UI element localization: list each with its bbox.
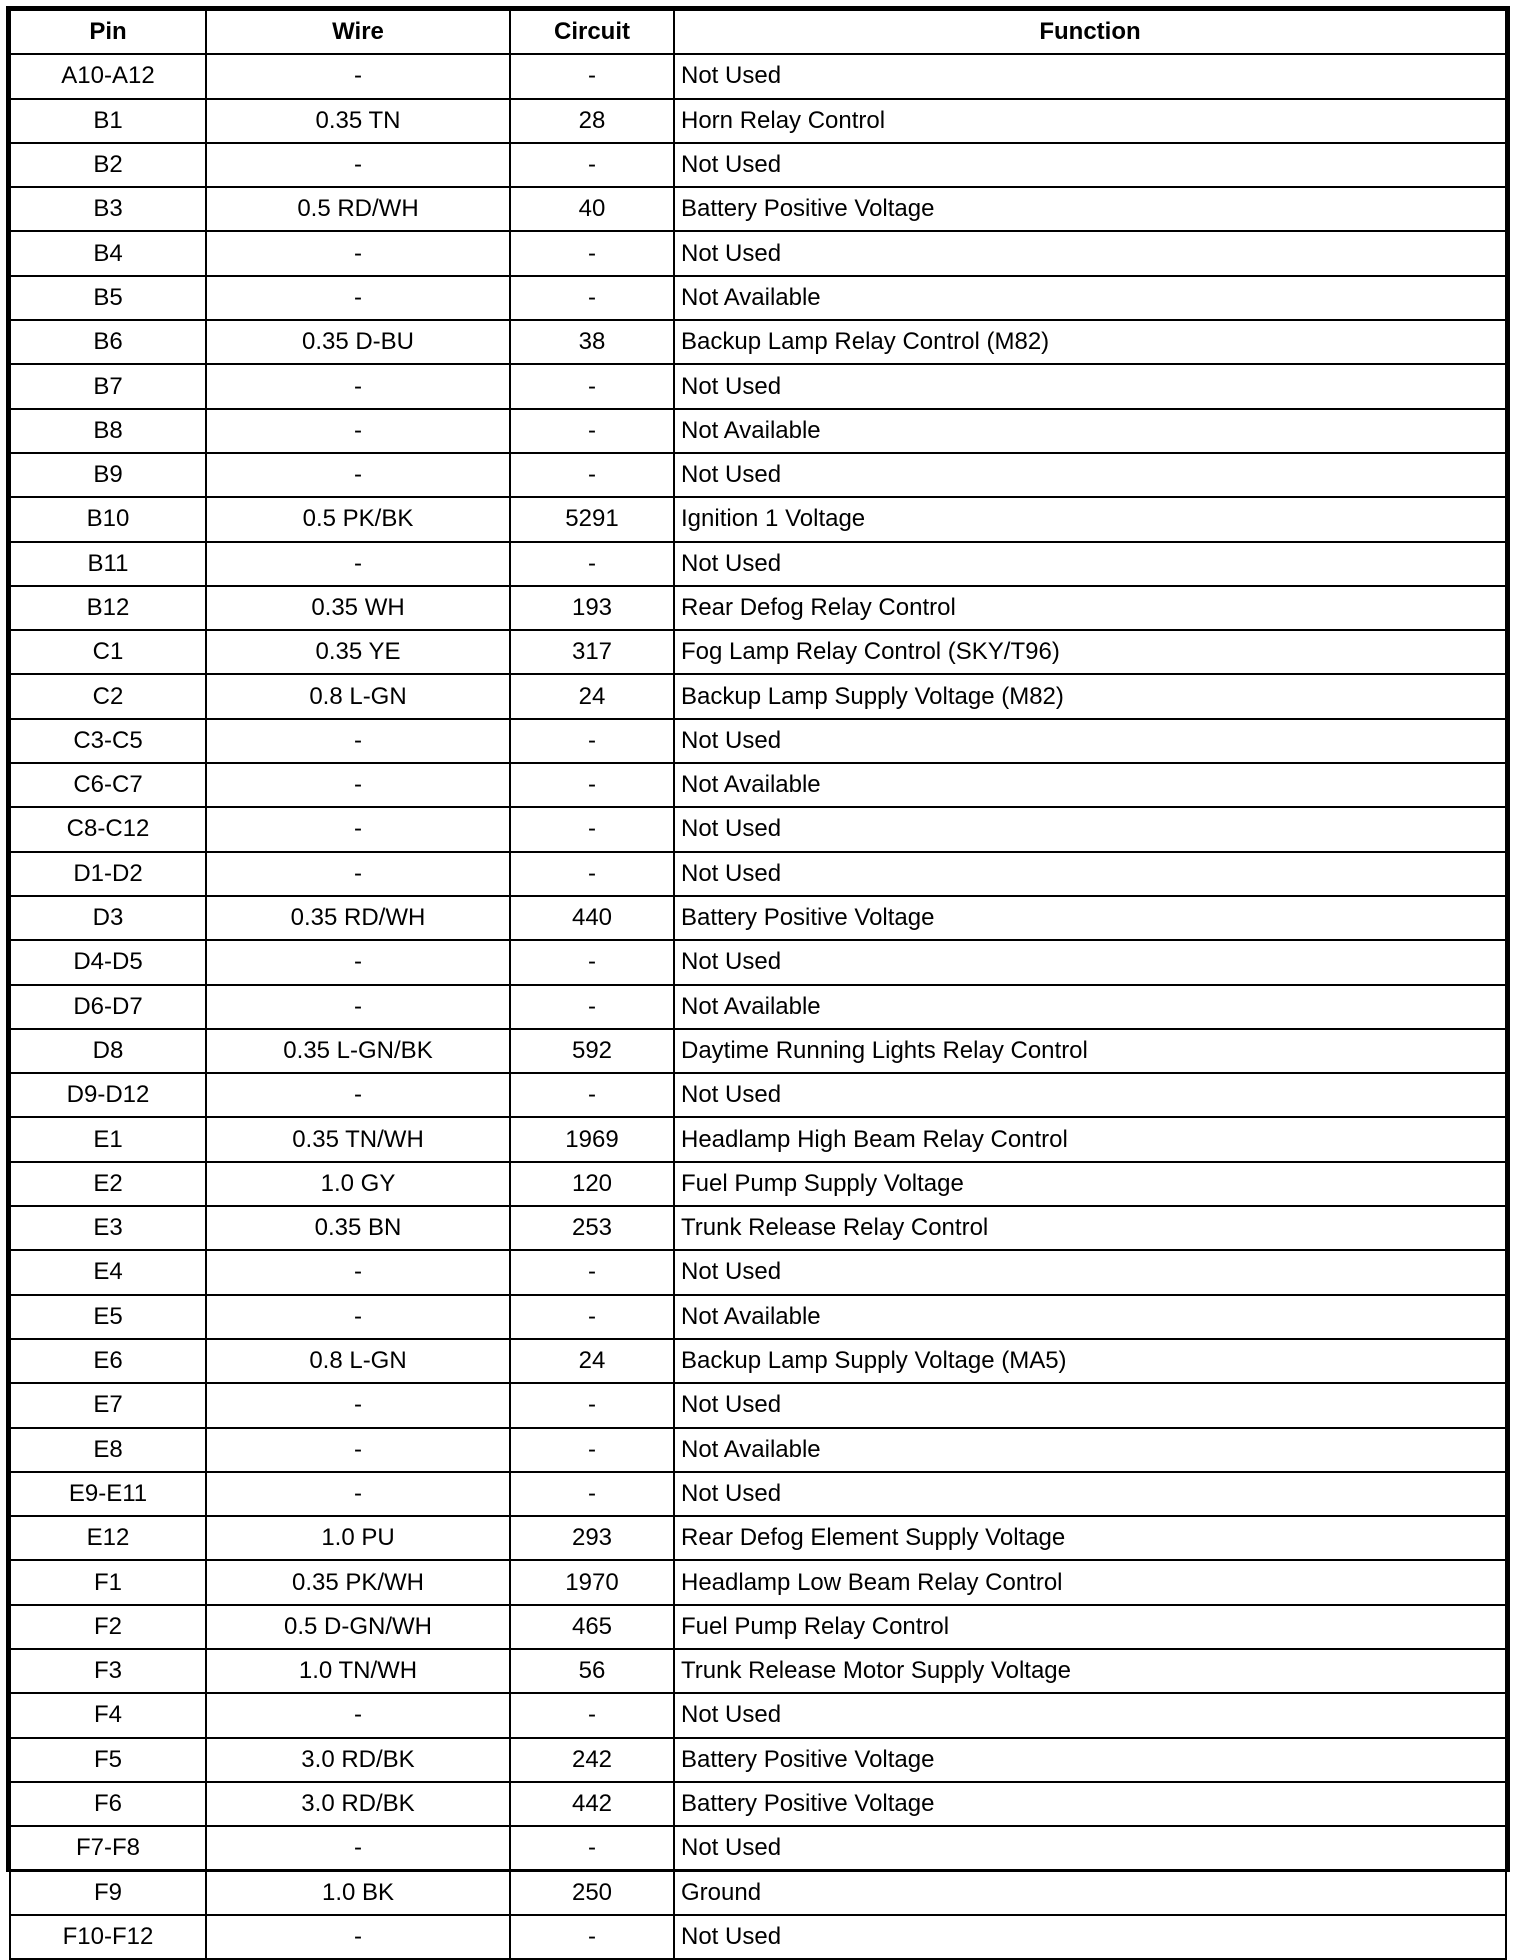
cell-function: Ground (674, 1870, 1506, 1914)
connector-pinout-table-frame (6, 6, 1510, 1950)
cell-wire: - (206, 763, 510, 807)
cell-pin: C6-C7 (10, 763, 206, 807)
cell-circuit: - (510, 1915, 674, 1959)
table-row (10, 586, 1506, 630)
cell-function: Headlamp High Beam Relay Control (674, 1117, 1506, 1161)
cell-pin: E9-E11 (10, 1472, 206, 1516)
cell-pin: F1 (10, 1560, 206, 1604)
table-row (10, 1117, 1506, 1161)
cell-function: Rear Defog Element Supply Voltage (674, 1516, 1506, 1560)
cell-function: Battery Positive Voltage (674, 1782, 1506, 1826)
cell-circuit: 24 (510, 674, 674, 718)
cell-wire: - (206, 807, 510, 851)
cell-wire: - (206, 542, 510, 586)
cell-circuit: - (510, 719, 674, 763)
header-pin: Pin (10, 10, 206, 54)
cell-wire: 0.5 RD/WH (206, 187, 510, 231)
cell-wire: 1.0 BK (206, 1870, 510, 1914)
table-row (10, 1383, 1506, 1427)
cell-circuit: 293 (510, 1516, 674, 1560)
cell-pin: D6-D7 (10, 985, 206, 1029)
cell-function: Horn Relay Control (674, 99, 1506, 143)
cell-wire: - (206, 453, 510, 497)
header-circuit: Circuit (510, 10, 674, 54)
cell-pin: D9-D12 (10, 1073, 206, 1117)
table-body (10, 54, 1506, 1959)
table-row (10, 1250, 1506, 1294)
cell-function: Fuel Pump Relay Control (674, 1605, 1506, 1649)
cell-pin: B9 (10, 453, 206, 497)
table-row (10, 1516, 1506, 1560)
table-row (10, 1826, 1506, 1870)
cell-circuit: - (510, 1250, 674, 1294)
cell-pin: B10 (10, 497, 206, 541)
cell-pin: D8 (10, 1029, 206, 1073)
cell-circuit: 440 (510, 896, 674, 940)
cell-pin: B12 (10, 586, 206, 630)
table-row (10, 1428, 1506, 1472)
connector-pinout-table (9, 9, 1507, 1960)
cell-function: Not Used (674, 1826, 1506, 1870)
cell-function: Daytime Running Lights Relay Control (674, 1029, 1506, 1073)
cell-function: Trunk Release Motor Supply Voltage (674, 1649, 1506, 1693)
cell-pin: E1 (10, 1117, 206, 1161)
cell-circuit: - (510, 231, 674, 275)
cell-wire: 0.35 TN (206, 99, 510, 143)
cell-function: Not Used (674, 1915, 1506, 1959)
cell-pin: A10-A12 (10, 54, 206, 98)
cell-circuit: 5291 (510, 497, 674, 541)
cell-function: Ignition 1 Voltage (674, 497, 1506, 541)
table-row (10, 1029, 1506, 1073)
cell-function: Battery Positive Voltage (674, 187, 1506, 231)
cell-circuit: - (510, 940, 674, 984)
cell-circuit: 1969 (510, 1117, 674, 1161)
table-row (10, 1870, 1506, 1914)
cell-wire: 0.35 D-BU (206, 320, 510, 364)
cell-pin: B5 (10, 276, 206, 320)
header-row (10, 10, 1506, 54)
cell-wire: 0.8 L-GN (206, 1339, 510, 1383)
cell-function: Battery Positive Voltage (674, 1738, 1506, 1782)
cell-wire: 0.5 D-GN/WH (206, 1605, 510, 1649)
cell-function: Not Used (674, 1383, 1506, 1427)
cell-function: Not Available (674, 1295, 1506, 1339)
cell-wire: - (206, 940, 510, 984)
table-row (10, 276, 1506, 320)
cell-circuit: 120 (510, 1162, 674, 1206)
cell-circuit: - (510, 409, 674, 453)
cell-wire: - (206, 1693, 510, 1737)
cell-pin: C2 (10, 674, 206, 718)
cell-wire: - (206, 143, 510, 187)
cell-pin: F10-F12 (10, 1915, 206, 1959)
cell-circuit: 317 (510, 630, 674, 674)
cell-function: Headlamp Low Beam Relay Control (674, 1560, 1506, 1604)
cell-function: Trunk Release Relay Control (674, 1206, 1506, 1250)
cell-circuit: - (510, 1428, 674, 1472)
table-row (10, 1782, 1506, 1826)
cell-wire: 1.0 PU (206, 1516, 510, 1560)
cell-function: Backup Lamp Relay Control (M82) (674, 320, 1506, 364)
cell-wire: 3.0 RD/BK (206, 1782, 510, 1826)
cell-function: Backup Lamp Supply Voltage (MA5) (674, 1339, 1506, 1383)
cell-pin: F4 (10, 1693, 206, 1737)
cell-pin: B6 (10, 320, 206, 364)
cell-pin: E4 (10, 1250, 206, 1294)
cell-function: Not Available (674, 276, 1506, 320)
cell-wire: - (206, 1915, 510, 1959)
cell-wire: 0.35 L-GN/BK (206, 1029, 510, 1073)
cell-pin: F6 (10, 1782, 206, 1826)
cell-circuit: 250 (510, 1870, 674, 1914)
table-row (10, 940, 1506, 984)
cell-wire: - (206, 54, 510, 98)
cell-wire: - (206, 1250, 510, 1294)
cell-circuit: - (510, 54, 674, 98)
cell-pin: F5 (10, 1738, 206, 1782)
cell-pin: C1 (10, 630, 206, 674)
header-function: Function (674, 10, 1506, 54)
table-row (10, 453, 1506, 497)
cell-function: Not Used (674, 1472, 1506, 1516)
cell-pin: E2 (10, 1162, 206, 1206)
cell-wire: 0.35 PK/WH (206, 1560, 510, 1604)
cell-circuit: 242 (510, 1738, 674, 1782)
cell-function: Not Used (674, 940, 1506, 984)
table-row (10, 231, 1506, 275)
cell-circuit: - (510, 453, 674, 497)
cell-circuit: 24 (510, 1339, 674, 1383)
cell-function: Not Used (674, 807, 1506, 851)
cell-circuit: - (510, 1472, 674, 1516)
cell-pin: C8-C12 (10, 807, 206, 851)
table-row (10, 1472, 1506, 1516)
cell-wire: - (206, 364, 510, 408)
cell-function: Not Available (674, 985, 1506, 1029)
cell-wire: 0.35 YE (206, 630, 510, 674)
cell-circuit: - (510, 807, 674, 851)
table-row (10, 1605, 1506, 1649)
cell-wire: 0.35 RD/WH (206, 896, 510, 940)
cell-pin: B2 (10, 143, 206, 187)
cell-function: Not Used (674, 54, 1506, 98)
cell-circuit: - (510, 1073, 674, 1117)
cell-pin: D3 (10, 896, 206, 940)
cell-circuit: 193 (510, 586, 674, 630)
cell-circuit: - (510, 143, 674, 187)
cell-circuit: - (510, 852, 674, 896)
cell-pin: F9 (10, 1870, 206, 1914)
cell-function: Not Available (674, 409, 1506, 453)
table-row (10, 896, 1506, 940)
cell-function: Not Used (674, 1693, 1506, 1737)
table-row (10, 187, 1506, 231)
table-row (10, 719, 1506, 763)
cell-pin: D4-D5 (10, 940, 206, 984)
table-header (10, 10, 1506, 54)
cell-pin: F7-F8 (10, 1826, 206, 1870)
cell-wire: - (206, 231, 510, 275)
cell-function: Not Used (674, 143, 1506, 187)
cell-wire: - (206, 985, 510, 1029)
table-row (10, 1738, 1506, 1782)
table-row (10, 542, 1506, 586)
cell-wire: - (206, 852, 510, 896)
table-row (10, 99, 1506, 143)
table-row (10, 364, 1506, 408)
cell-wire: 0.35 TN/WH (206, 1117, 510, 1161)
cell-circuit: 56 (510, 1649, 674, 1693)
cell-wire: - (206, 276, 510, 320)
cell-circuit: - (510, 763, 674, 807)
cell-wire: - (206, 1472, 510, 1516)
cell-function: Rear Defog Relay Control (674, 586, 1506, 630)
table-row (10, 409, 1506, 453)
cell-pin: E7 (10, 1383, 206, 1427)
cell-function: Not Used (674, 364, 1506, 408)
table-row (10, 1915, 1506, 1959)
cell-wire: 1.0 GY (206, 1162, 510, 1206)
cell-pin: B4 (10, 231, 206, 275)
cell-circuit: - (510, 985, 674, 1029)
cell-wire: - (206, 409, 510, 453)
cell-pin: F2 (10, 1605, 206, 1649)
cell-wire: 0.35 BN (206, 1206, 510, 1250)
header-wire: Wire (206, 10, 510, 54)
cell-pin: E3 (10, 1206, 206, 1250)
table-row (10, 630, 1506, 674)
cell-pin: F3 (10, 1649, 206, 1693)
cell-function: Not Used (674, 542, 1506, 586)
table-row (10, 1073, 1506, 1117)
cell-function: Backup Lamp Supply Voltage (M82) (674, 674, 1506, 718)
table-row (10, 1162, 1506, 1206)
cell-wire: - (206, 719, 510, 763)
cell-function: Not Used (674, 719, 1506, 763)
cell-circuit: - (510, 1383, 674, 1427)
table-row (10, 1295, 1506, 1339)
cell-circuit: - (510, 276, 674, 320)
cell-wire: - (206, 1428, 510, 1472)
cell-wire: 0.5 PK/BK (206, 497, 510, 541)
cell-pin: E12 (10, 1516, 206, 1560)
cell-circuit: 28 (510, 99, 674, 143)
table-row (10, 674, 1506, 718)
cell-function: Not Used (674, 231, 1506, 275)
cell-circuit: - (510, 1826, 674, 1870)
table-row (10, 763, 1506, 807)
cell-pin: B1 (10, 99, 206, 143)
cell-wire: 3.0 RD/BK (206, 1738, 510, 1782)
table-row (10, 1693, 1506, 1737)
table-row (10, 1649, 1506, 1693)
cell-function: Not Used (674, 453, 1506, 497)
cell-circuit: 592 (510, 1029, 674, 1073)
cell-pin: C3-C5 (10, 719, 206, 763)
cell-pin: B3 (10, 187, 206, 231)
cell-function: Fog Lamp Relay Control (SKY/T96) (674, 630, 1506, 674)
cell-wire: 0.35 WH (206, 586, 510, 630)
table-row (10, 985, 1506, 1029)
cell-wire: 1.0 TN/WH (206, 1649, 510, 1693)
table-row (10, 852, 1506, 896)
cell-function: Fuel Pump Supply Voltage (674, 1162, 1506, 1206)
cell-circuit: 442 (510, 1782, 674, 1826)
cell-function: Not Used (674, 1073, 1506, 1117)
cell-pin: B8 (10, 409, 206, 453)
cell-circuit: 1970 (510, 1560, 674, 1604)
cell-circuit: - (510, 542, 674, 586)
cell-circuit: - (510, 364, 674, 408)
cell-circuit: 40 (510, 187, 674, 231)
table-row (10, 320, 1506, 364)
cell-wire: - (206, 1073, 510, 1117)
cell-circuit: 253 (510, 1206, 674, 1250)
cell-pin: D1-D2 (10, 852, 206, 896)
table-row (10, 807, 1506, 851)
table-row (10, 497, 1506, 541)
cell-wire: - (206, 1383, 510, 1427)
cell-circuit: 465 (510, 1605, 674, 1649)
table-row (10, 1339, 1506, 1383)
cell-function: Not Used (674, 852, 1506, 896)
cell-pin: E6 (10, 1339, 206, 1383)
cell-pin: E8 (10, 1428, 206, 1472)
cell-wire: - (206, 1826, 510, 1870)
cell-pin: B11 (10, 542, 206, 586)
cell-function: Not Available (674, 763, 1506, 807)
cell-function: Not Available (674, 1428, 1506, 1472)
table-row (10, 54, 1506, 98)
table-row (10, 1560, 1506, 1604)
cell-circuit: 38 (510, 320, 674, 364)
cell-pin: E5 (10, 1295, 206, 1339)
cell-wire: 0.8 L-GN (206, 674, 510, 718)
table-row (10, 143, 1506, 187)
cell-function: Battery Positive Voltage (674, 896, 1506, 940)
cell-function: Not Used (674, 1250, 1506, 1294)
table-row (10, 1206, 1506, 1250)
cell-circuit: - (510, 1693, 674, 1737)
cell-wire: - (206, 1295, 510, 1339)
cell-circuit: - (510, 1295, 674, 1339)
cell-pin: B7 (10, 364, 206, 408)
